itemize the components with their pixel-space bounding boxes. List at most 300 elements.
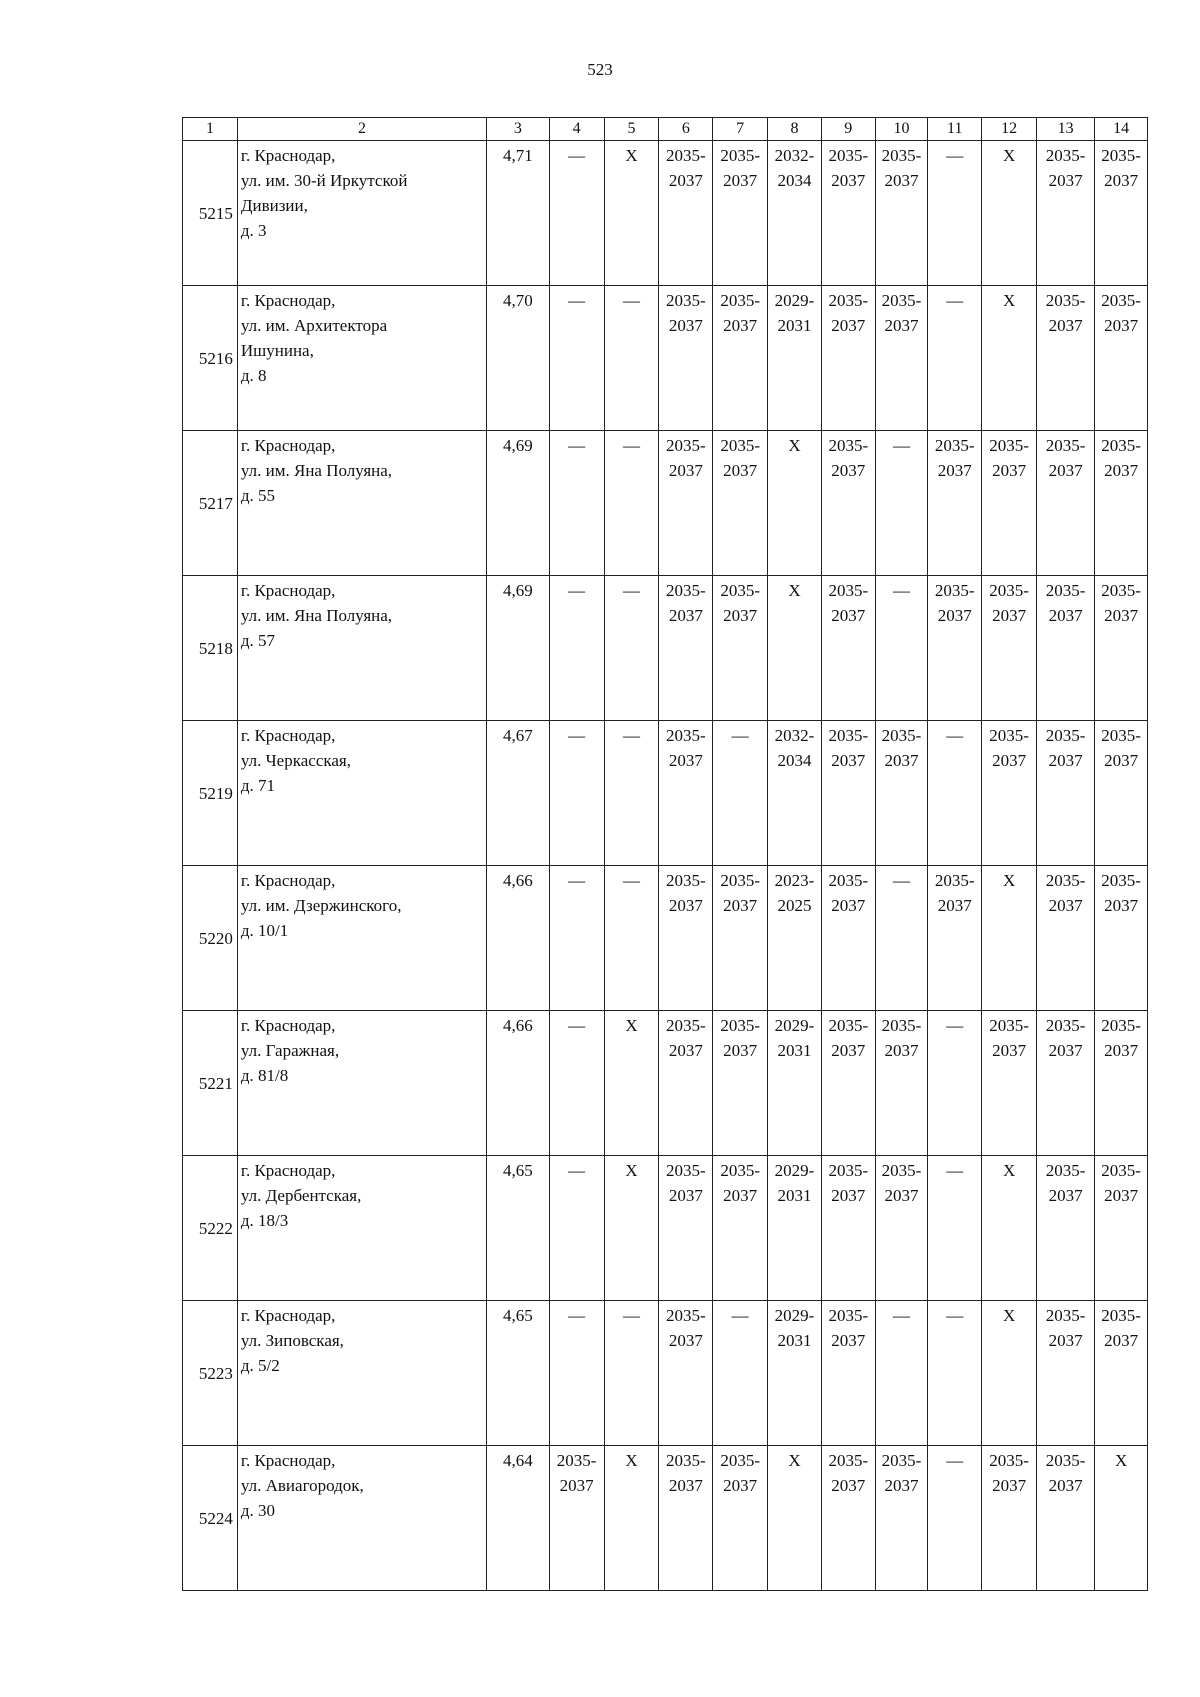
schedule-cell-line: 2037	[1104, 1041, 1139, 1060]
schedule-cell-col-13	[1037, 431, 1095, 576]
schedule-cell-line: 2035-	[989, 726, 1029, 745]
column-header-11: 11	[928, 118, 982, 141]
schedule-cell-col-13	[1037, 721, 1095, 866]
schedule-cell-line: 2037	[992, 1041, 1027, 1060]
address-cell	[237, 1156, 486, 1301]
schedule-cell-line: 2037	[831, 1186, 866, 1205]
schedule-cell-col-12	[982, 1011, 1037, 1156]
schedule-cell-col-8	[768, 1301, 822, 1446]
schedule-cell-line: 2029-	[774, 1306, 815, 1325]
schedule-cell-line: 2037	[1104, 1331, 1139, 1350]
schedule-cell-line: 2037	[668, 896, 703, 915]
schedule-cell-col-11	[928, 576, 982, 721]
schedule-cell-line: X	[1002, 871, 1016, 890]
schedule-cell-line: 2037	[668, 1476, 703, 1495]
schedule-cell-col-7	[713, 1011, 768, 1156]
schedule-cell-line: 2035-	[720, 1161, 760, 1180]
schedule-cell-line: 2037	[668, 1186, 703, 1205]
schedule-cell-col-4	[549, 721, 604, 866]
row-number: 5219	[183, 721, 238, 866]
address-line: ул. им. Дзержинского,	[240, 896, 402, 915]
schedule-cell-line: 2037	[1104, 461, 1139, 480]
schedule-cell-line: 2037	[1048, 461, 1083, 480]
address-line: г. Краснодар,	[240, 1451, 336, 1470]
address-line: ул. Авиагородок,	[240, 1476, 364, 1495]
schedule-cell-line: 2035-	[1045, 581, 1086, 600]
schedule-cell-line: 2035-	[1045, 1451, 1086, 1470]
schedule-cell-line: 2037	[831, 1331, 866, 1350]
schedule-cell-line: 2035-	[665, 1451, 706, 1470]
schedule-cell-line: 2035-	[828, 871, 869, 890]
schedule-cell-line: 2037	[1048, 751, 1083, 770]
schedule-cell-line: 2037	[831, 316, 866, 335]
schedule-cell-col-9	[821, 1446, 875, 1591]
schedule-cell-col-11	[928, 1156, 982, 1301]
column-header-7: 7	[713, 118, 768, 141]
schedule-cell-line: 2035-	[989, 436, 1029, 455]
value-cell: 4,70	[487, 286, 550, 431]
address-line: ул. Зиповская,	[240, 1331, 344, 1350]
row-number: 5215	[183, 141, 238, 286]
address-line: г. Краснодар,	[240, 726, 336, 745]
schedule-cell-line: 2035-	[720, 291, 760, 310]
row-number: 5222	[183, 1156, 238, 1301]
schedule-cell-col-7	[713, 1446, 768, 1591]
schedule-cell-line: —	[622, 871, 640, 890]
address-cell	[237, 141, 486, 286]
address-line: г. Краснодар,	[240, 436, 336, 455]
schedule-cell-line: 2037	[1048, 896, 1083, 915]
schedule-cell-col-8	[768, 576, 822, 721]
schedule-cell-line: 2031	[777, 1041, 812, 1060]
schedule-cell-line: 2035-	[828, 1016, 869, 1035]
schedule-cell-col-6	[659, 1301, 713, 1446]
schedule-cell-line: 2035-	[1101, 726, 1141, 745]
schedule-cell-line: 2037	[1104, 316, 1139, 335]
schedule-cell-line: 2032-	[774, 146, 815, 165]
schedule-cell-line: 2031	[777, 1331, 812, 1350]
schedule-cell-col-6	[659, 721, 713, 866]
address-line: г. Краснодар,	[240, 146, 336, 165]
column-header-10: 10	[875, 118, 928, 141]
schedule-cell-col-12	[982, 141, 1037, 286]
schedule-cell-col-5	[604, 1011, 659, 1156]
address-line: д. 71	[240, 776, 276, 795]
schedule-cell-line: —	[731, 726, 749, 745]
address-cell	[237, 721, 486, 866]
address-cell	[237, 431, 486, 576]
schedule-cell-col-7	[713, 721, 768, 866]
row-number: 5216	[183, 286, 238, 431]
schedule-cell-col-4	[549, 1446, 604, 1591]
schedule-cell-line: 2037	[668, 171, 703, 190]
address-line: г. Краснодар,	[240, 291, 336, 310]
address-line: д. 81/8	[240, 1066, 289, 1085]
schedule-cell-line: X	[625, 146, 638, 165]
schedule-cell-col-10	[875, 1301, 928, 1446]
schedule-cell-line: 2037	[723, 896, 758, 915]
schedule-cell-line: 2037	[668, 751, 703, 770]
address-cell	[237, 286, 486, 431]
schedule-cell-line: 2035-	[1101, 436, 1141, 455]
header-row	[183, 118, 1148, 141]
schedule-cell-line: —	[946, 726, 964, 745]
schedule-cell-line: 2035-	[881, 1451, 922, 1470]
schedule-cell-line: 2035-	[665, 1016, 706, 1035]
schedule-cell-line: 2035-	[665, 291, 706, 310]
table-row	[183, 1446, 1148, 1591]
schedule-cell-col-13	[1037, 576, 1095, 721]
schedule-cell-line: —	[568, 1016, 586, 1035]
schedule-cell-col-9	[821, 141, 875, 286]
column-header-12: 12	[982, 118, 1037, 141]
schedule-cell-line: 2035-	[881, 146, 922, 165]
schedule-cell-line: 2037	[992, 1476, 1027, 1495]
row-number: 5223	[183, 1301, 238, 1446]
schedule-cell-line: 2037	[1048, 1476, 1083, 1495]
schedule-cell-col-14	[1095, 576, 1148, 721]
table-row	[183, 431, 1148, 576]
schedule-cell-col-7	[713, 576, 768, 721]
schedule-cell-line: —	[946, 1016, 964, 1035]
address-line: г. Краснодар,	[240, 1161, 336, 1180]
schedule-cell-col-11	[928, 431, 982, 576]
schedule-cell-line: 2035-	[1101, 1161, 1141, 1180]
schedule-cell-line: 2035-	[665, 436, 706, 455]
schedule-cell-col-7	[713, 431, 768, 576]
schedule-cell-line: 2037	[668, 606, 703, 625]
column-header-6: 6	[659, 118, 713, 141]
schedule-cell-col-5	[604, 1301, 659, 1446]
schedule-cell-col-12	[982, 1156, 1037, 1301]
schedule-cell-col-8	[768, 431, 822, 576]
schedule-cell-line: 2037	[884, 316, 919, 335]
schedule-cell-col-10	[875, 286, 928, 431]
schedule-cell-line: 2037	[1048, 316, 1083, 335]
table-row	[183, 1301, 1148, 1446]
schedule-cell-line: 2035-	[1045, 1306, 1086, 1325]
schedule-cell-line: 2037	[884, 171, 919, 190]
address-line: г. Краснодар,	[240, 871, 336, 890]
schedule-cell-line: —	[568, 1306, 586, 1325]
schedule-cell-col-4	[549, 576, 604, 721]
schedule-cell-line: 2037	[1048, 171, 1083, 190]
column-header-2: 2	[237, 118, 486, 141]
schedule-cell-col-14	[1095, 1446, 1148, 1591]
schedule-cell-line: —	[893, 581, 911, 600]
column-header-5: 5	[604, 118, 659, 141]
address-line: ул. им. Яна Полуяна,	[240, 461, 393, 480]
schedule-cell-col-4	[549, 866, 604, 1011]
schedule-cell-line: 2035-	[1101, 291, 1141, 310]
schedule-cell-col-9	[821, 1301, 875, 1446]
schedule-cell-col-8	[768, 286, 822, 431]
schedule-cell-line: 2037	[884, 1041, 919, 1060]
schedule-cell-line: X	[625, 1016, 638, 1035]
schedule-cell-col-8	[768, 1446, 822, 1591]
address-line: г. Краснодар,	[240, 581, 336, 600]
table-row	[183, 141, 1148, 286]
row-number: 5218	[183, 576, 238, 721]
schedule-cell-line: 2037	[1104, 751, 1139, 770]
schedule-cell-col-14	[1095, 286, 1148, 431]
schedule-cell-line: —	[946, 1161, 964, 1180]
schedule-cell-line: 2035-	[881, 1161, 922, 1180]
schedule-cell-col-13	[1037, 1011, 1095, 1156]
schedule-cell-col-10	[875, 431, 928, 576]
schedule-cell-col-4	[549, 431, 604, 576]
address-line: ул. им. Яна Полуяна,	[240, 606, 393, 625]
schedule-cell-col-4	[549, 1011, 604, 1156]
schedule-cell-col-11	[928, 286, 982, 431]
schedule-cell-line: 2025	[777, 896, 812, 915]
schedule-cell-col-10	[875, 866, 928, 1011]
address-line: ул. Дербентская,	[240, 1186, 362, 1205]
schedule-cell-line: 2035-	[1101, 581, 1141, 600]
address-line: д. 30	[240, 1501, 276, 1520]
register-table	[182, 117, 1148, 1591]
value-cell: 4,65	[487, 1156, 550, 1301]
schedule-cell-col-14	[1095, 1011, 1148, 1156]
schedule-cell-line: 2035-	[989, 1451, 1029, 1470]
schedule-cell-line: 2037	[723, 606, 758, 625]
schedule-cell-line: 2037	[1104, 896, 1139, 915]
schedule-cell-line: 2037	[723, 1186, 758, 1205]
schedule-cell-line: 2031	[777, 1186, 812, 1205]
schedule-cell-line: —	[568, 146, 586, 165]
schedule-cell-line: X	[788, 581, 801, 600]
schedule-cell-line: 2035-	[1045, 436, 1086, 455]
schedule-cell-col-8	[768, 721, 822, 866]
schedule-cell-line: 2035-	[828, 726, 869, 745]
table-row	[183, 866, 1148, 1011]
schedule-cell-col-8	[768, 1156, 822, 1301]
schedule-cell-line: 2037	[723, 171, 758, 190]
schedule-cell-line: 2037	[1048, 606, 1083, 625]
schedule-cell-line: —	[946, 291, 964, 310]
schedule-cell-line: X	[788, 1451, 801, 1470]
schedule-cell-line: 2037	[723, 316, 758, 335]
schedule-cell-col-11	[928, 1301, 982, 1446]
address-line: д. 8	[240, 366, 267, 385]
schedule-cell-col-9	[821, 576, 875, 721]
schedule-cell-line: 2029-	[774, 1161, 815, 1180]
schedule-cell-line: 2037	[668, 1331, 703, 1350]
address-line: г. Краснодар,	[240, 1306, 336, 1325]
schedule-cell-col-12	[982, 721, 1037, 866]
schedule-cell-line: X	[1002, 1161, 1016, 1180]
column-header-9: 9	[821, 118, 875, 141]
schedule-cell-line: 2037	[831, 461, 866, 480]
register-table-wrapper	[182, 117, 1148, 1591]
schedule-cell-col-6	[659, 1011, 713, 1156]
schedule-cell-line: —	[568, 1161, 586, 1180]
schedule-cell-line: 2035-	[720, 871, 760, 890]
schedule-cell-line: 2037	[831, 606, 866, 625]
address-line: ул. Гаражная,	[240, 1041, 340, 1060]
address-cell	[237, 866, 486, 1011]
schedule-cell-line: X	[1114, 1451, 1128, 1470]
schedule-cell-line: 2037	[831, 751, 866, 770]
schedule-cell-col-12	[982, 431, 1037, 576]
schedule-cell-line: 2035-	[828, 1451, 869, 1470]
schedule-cell-line: —	[568, 871, 586, 890]
schedule-cell-col-8	[768, 866, 822, 1011]
schedule-cell-line: —	[568, 291, 586, 310]
schedule-cell-col-9	[821, 866, 875, 1011]
schedule-cell-line: 2037	[559, 1476, 594, 1495]
address-line: д. 10/1	[240, 921, 289, 940]
schedule-cell-line: 2037	[884, 1476, 919, 1495]
address-line: д. 55	[240, 486, 276, 505]
schedule-cell-col-11	[928, 141, 982, 286]
schedule-cell-col-5	[604, 1446, 659, 1591]
schedule-cell-line: —	[568, 436, 586, 455]
schedule-cell-line: 2035-	[989, 1016, 1029, 1035]
address-cell	[237, 576, 486, 721]
schedule-cell-line: 2035-	[934, 581, 975, 600]
schedule-cell-line: 2035-	[934, 436, 975, 455]
schedule-cell-col-4	[549, 1301, 604, 1446]
schedule-cell-col-12	[982, 866, 1037, 1011]
schedule-cell-line: 2035-	[1045, 871, 1086, 890]
value-cell: 4,65	[487, 1301, 550, 1446]
schedule-cell-line: 2037	[668, 461, 703, 480]
schedule-cell-line: —	[568, 726, 586, 745]
schedule-cell-line: 2034	[777, 171, 812, 190]
schedule-cell-line: 2037	[937, 461, 972, 480]
schedule-cell-line: 2035-	[1045, 146, 1086, 165]
address-line: ул. Черкасская,	[240, 751, 351, 770]
schedule-cell-line: 2037	[1104, 606, 1139, 625]
schedule-cell-line: 2035-	[1101, 146, 1141, 165]
schedule-cell-col-11	[928, 1011, 982, 1156]
value-cell: 4,69	[487, 431, 550, 576]
schedule-cell-col-10	[875, 141, 928, 286]
schedule-cell-line: —	[568, 581, 586, 600]
schedule-cell-col-11	[928, 721, 982, 866]
address-line: д. 18/3	[240, 1211, 289, 1230]
schedule-cell-line: X	[1002, 1306, 1016, 1325]
column-header-8: 8	[768, 118, 822, 141]
schedule-cell-line: 2037	[937, 606, 972, 625]
schedule-cell-line: 2035-	[665, 871, 706, 890]
schedule-cell-col-14	[1095, 141, 1148, 286]
schedule-cell-col-14	[1095, 721, 1148, 866]
schedule-cell-line: 2035-	[881, 291, 922, 310]
schedule-cell-line: 2035-	[665, 726, 706, 745]
table-row	[183, 1011, 1148, 1156]
schedule-cell-line: 2037	[884, 751, 919, 770]
schedule-cell-line: 2035-	[934, 871, 975, 890]
schedule-cell-line: 2037	[723, 1041, 758, 1060]
schedule-cell-col-13	[1037, 1446, 1095, 1591]
schedule-cell-col-12	[982, 1446, 1037, 1591]
schedule-cell-col-11	[928, 866, 982, 1011]
schedule-cell-line: 2035-	[828, 581, 869, 600]
schedule-cell-col-12	[982, 576, 1037, 721]
schedule-cell-line: 2035-	[1101, 1306, 1141, 1325]
value-cell: 4,67	[487, 721, 550, 866]
schedule-cell-col-6	[659, 576, 713, 721]
value-cell: 4,64	[487, 1446, 550, 1591]
address-cell	[237, 1011, 486, 1156]
schedule-cell-line: 2029-	[774, 1016, 815, 1035]
schedule-cell-col-6	[659, 431, 713, 576]
schedule-cell-col-7	[713, 1156, 768, 1301]
schedule-cell-col-9	[821, 1011, 875, 1156]
schedule-cell-line: 2037	[668, 316, 703, 335]
schedule-cell-line: —	[622, 291, 640, 310]
schedule-cell-line: 2035-	[828, 1161, 869, 1180]
schedule-cell-col-5	[604, 866, 659, 1011]
schedule-cell-col-6	[659, 1156, 713, 1301]
schedule-cell-line: 2035-	[1045, 291, 1086, 310]
address-line: Ишунина,	[240, 341, 314, 360]
schedule-cell-col-5	[604, 1156, 659, 1301]
page-number: 523	[587, 60, 613, 79]
schedule-cell-line: —	[731, 1306, 749, 1325]
schedule-cell-col-13	[1037, 1156, 1095, 1301]
schedule-cell-col-7	[713, 1301, 768, 1446]
row-number: 5220	[183, 866, 238, 1011]
schedule-cell-line: —	[622, 726, 640, 745]
address-cell	[237, 1446, 486, 1591]
schedule-cell-line: X	[1002, 146, 1016, 165]
schedule-cell-col-14	[1095, 866, 1148, 1011]
schedule-cell-line: 2035-	[665, 146, 706, 165]
schedule-cell-col-13	[1037, 286, 1095, 431]
schedule-cell-col-14	[1095, 1156, 1148, 1301]
schedule-cell-line: —	[622, 581, 640, 600]
schedule-cell-line: 2037	[1048, 1041, 1083, 1060]
schedule-cell-line: 2037	[992, 461, 1027, 480]
schedule-cell-line: X	[788, 436, 801, 455]
schedule-cell-line: 2029-	[774, 291, 815, 310]
schedule-cell-line: 2035-	[1101, 1016, 1141, 1035]
schedule-cell-line: 2035-	[720, 581, 760, 600]
address-line: Дивизии,	[240, 196, 308, 215]
table-row	[183, 286, 1148, 431]
value-cell: 4,66	[487, 1011, 550, 1156]
schedule-cell-col-14	[1095, 431, 1148, 576]
column-header-1: 1	[183, 118, 238, 141]
schedule-cell-line: 2035-	[720, 1451, 760, 1470]
schedule-cell-col-6	[659, 866, 713, 1011]
schedule-cell-line: 2037	[668, 1041, 703, 1060]
schedule-cell-line: 2035-	[1045, 1016, 1086, 1035]
schedule-cell-line: X	[625, 1451, 638, 1470]
schedule-cell-line: 2037	[1048, 1331, 1083, 1350]
schedule-cell-col-9	[821, 286, 875, 431]
schedule-cell-col-5	[604, 141, 659, 286]
schedule-cell-line: 2035-	[665, 1306, 706, 1325]
schedule-cell-line: —	[946, 1451, 964, 1470]
schedule-cell-line: 2037	[1104, 1186, 1139, 1205]
schedule-cell-line: —	[893, 436, 911, 455]
schedule-cell-line: 2035-	[1101, 871, 1141, 890]
schedule-cell-col-9	[821, 721, 875, 866]
schedule-cell-col-4	[549, 1156, 604, 1301]
schedule-cell-line: 2037	[884, 1186, 919, 1205]
schedule-cell-col-10	[875, 1156, 928, 1301]
table-row	[183, 1156, 1148, 1301]
address-cell	[237, 1301, 486, 1446]
schedule-cell-line: 2035-	[1045, 1161, 1086, 1180]
schedule-cell-col-8	[768, 141, 822, 286]
schedule-cell-col-8	[768, 1011, 822, 1156]
schedule-cell-col-5	[604, 576, 659, 721]
